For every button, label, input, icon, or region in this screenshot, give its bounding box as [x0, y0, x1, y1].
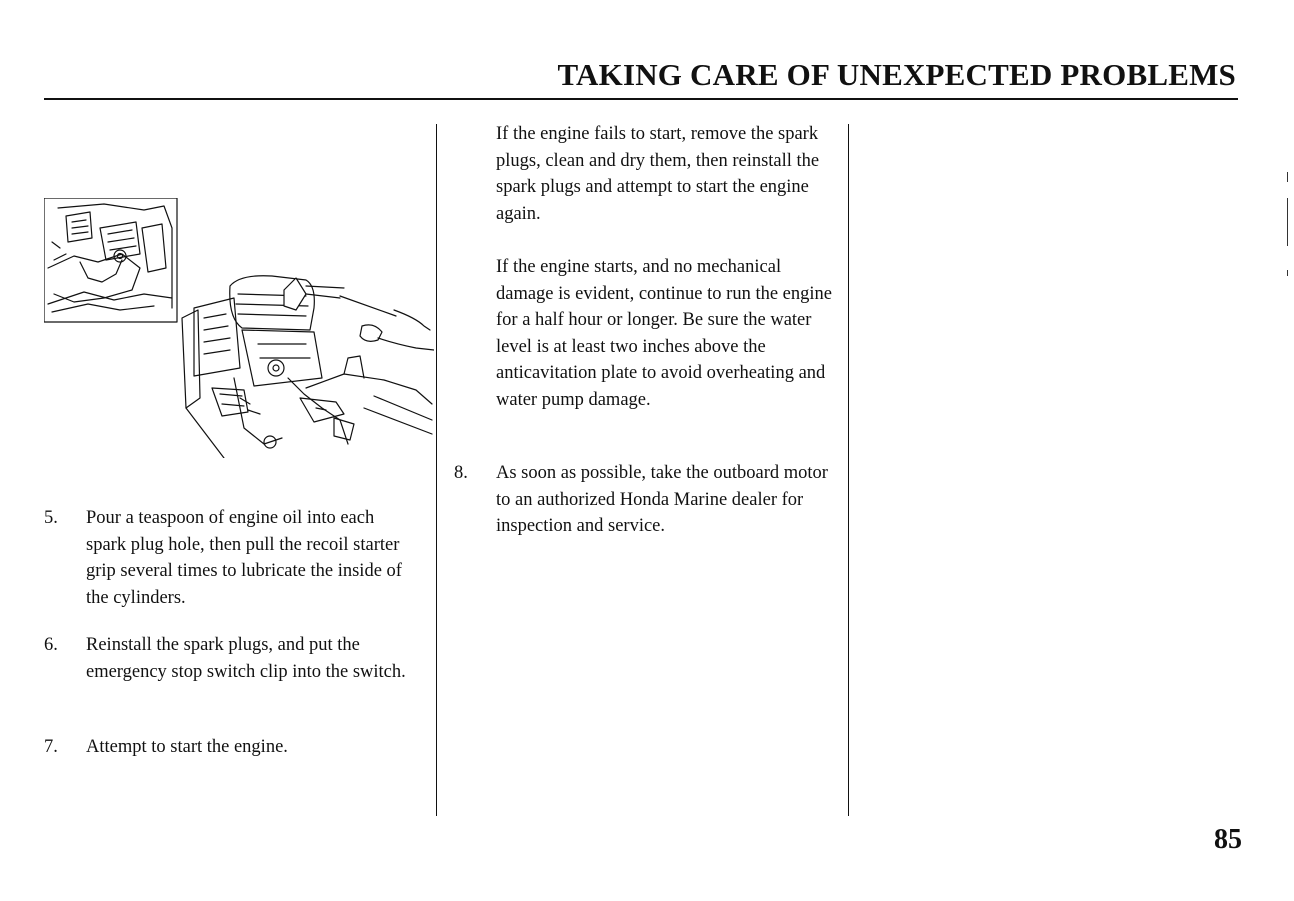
step-text: Attempt to start the engine.: [86, 737, 288, 757]
step-number: 6.: [44, 635, 58, 655]
inset-detail-icon: [44, 198, 177, 322]
column-divider-left: [436, 124, 437, 816]
step-number: 8.: [454, 463, 468, 483]
step-number: 7.: [44, 737, 58, 757]
edge-mark: [1287, 172, 1288, 182]
step-text: Pour a teaspoon of engine oil into each spark plug hole, then pull the recoil starter grip several times to lubricate the inside of the cylinders.: [86, 508, 402, 608]
page-title: TAKING CARE OF UNEXPECTED PROBLEMS: [557, 57, 1236, 92]
paragraph-engine-fails: If the engine fails to start, remove the spark plugs, clean and dry them, then reinstall the spark plugs and attempt to start the engine again.: [496, 124, 820, 224]
step-text: Reinstall the spark plugs, and put the emergency stop switch clip into the switch.: [86, 635, 406, 682]
edge-mark: [1287, 198, 1288, 246]
outboard-engine-spark-plug-illustration: [44, 198, 434, 458]
column-divider-right: [848, 124, 849, 816]
step-number: 5.: [44, 508, 58, 528]
edge-mark: [1287, 270, 1288, 276]
header-rule: [44, 98, 1238, 100]
engine-icon: [182, 276, 434, 458]
page-number: 85: [1214, 824, 1242, 855]
step-text: As soon as possible, take the outboard motor to an authorized Honda Marine dealer for inspection and service.: [496, 463, 828, 536]
paragraph-engine-starts: If the engine starts, and no mechanical damage is evident, continue to run the engine for a half hour or longer. Be sure the water level is at least two inches above the anticavitation plate to avoid overheating and water pump damage.: [496, 257, 832, 410]
